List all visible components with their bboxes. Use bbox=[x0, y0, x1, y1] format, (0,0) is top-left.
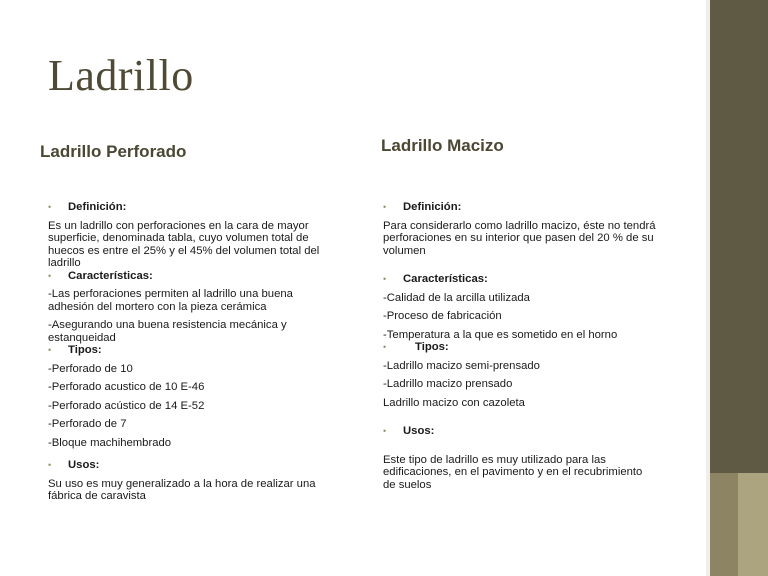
definicion-line: superficie, denominada tabla, cuyo volumen total de bbox=[48, 232, 309, 244]
right-column-heading: Ladrillo Macizo bbox=[381, 136, 504, 155]
caracteristicas-label: Características: bbox=[403, 273, 488, 285]
caracteristicas-item: -Calidad de la arcilla utilizada bbox=[383, 291, 530, 304]
tipos-label: Tipos: bbox=[68, 344, 102, 356]
bullet-icon: • bbox=[48, 345, 52, 355]
bullet-icon: • bbox=[383, 202, 387, 212]
caracteristicas-line: -Las perforaciones permiten al ladrillo una buena bbox=[48, 288, 293, 300]
definicion-label: Definición: bbox=[403, 201, 462, 213]
bullet-icon: • bbox=[48, 270, 52, 281]
bullet-icon: • bbox=[48, 202, 52, 212]
definicion-line: volumen bbox=[383, 244, 426, 257]
caracteristicas-label: Características: bbox=[68, 269, 153, 282]
usos-line: de suelos bbox=[383, 478, 432, 491]
usos-label: Usos: bbox=[68, 459, 100, 471]
list-item bbox=[48, 344, 348, 357]
list-item bbox=[48, 201, 348, 214]
list-item bbox=[48, 459, 348, 472]
usos-line: Este tipo de ladrillo es muy utilizado para las bbox=[383, 453, 606, 466]
definicion-line: Para considerarlo como ladrillo macizo, éste no tendrá bbox=[383, 219, 656, 232]
decorative-strip-light bbox=[738, 473, 768, 576]
right-column-content bbox=[383, 201, 683, 491]
decorative-edge bbox=[706, 0, 710, 576]
definicion-line: perforaciones en su interior que pasen del 20 % de su bbox=[383, 232, 654, 244]
decorative-strip-mid bbox=[710, 473, 738, 576]
left-column-content bbox=[48, 201, 348, 503]
list-item bbox=[48, 270, 348, 283]
definicion-line: huecos es entre el 25% y el 45% del volumen total del bbox=[48, 244, 320, 257]
tipos-label: Tipos: bbox=[415, 341, 449, 353]
list-item bbox=[383, 273, 683, 286]
slide-title: Ladrillo bbox=[48, 51, 194, 100]
bullet-icon: • bbox=[383, 426, 387, 436]
caracteristicas-line: estanqueidad bbox=[48, 331, 116, 344]
tipos-item: -Bloque machihembrado bbox=[48, 436, 172, 449]
usos-line: fábrica de caravista bbox=[48, 490, 146, 502]
bullet-icon: • bbox=[383, 274, 387, 284]
definicion-line: ladrillo bbox=[48, 257, 81, 269]
bullet-icon: • bbox=[48, 460, 52, 470]
tipos-item: -Perforado acustico de 10 E-46 bbox=[48, 381, 205, 393]
list-item bbox=[383, 341, 683, 354]
list-item bbox=[383, 425, 683, 438]
definicion-label: Definición: bbox=[68, 201, 127, 213]
usos-line: edificaciones, en el pavimento y en el recubrimiento bbox=[383, 466, 643, 478]
tipos-item: -Ladrillo macizo semi-prensado bbox=[383, 359, 540, 372]
tipos-item: -Perforado acústico de 14 E-52 bbox=[48, 399, 205, 412]
caracteristicas-item: -Temperatura a la que es sometido en el horno bbox=[383, 328, 618, 341]
tipos-item: -Ladrillo macizo prensado bbox=[383, 378, 513, 390]
tipos-item: Ladrillo macizo con cazoleta bbox=[383, 396, 525, 409]
left-column-heading: Ladrillo Perforado bbox=[40, 142, 187, 161]
usos-label: Usos: bbox=[403, 425, 435, 437]
bullet-icon: • bbox=[383, 342, 387, 352]
caracteristicas-line: -Asegurando una buena resistencia mecánica y bbox=[48, 319, 287, 331]
caracteristicas-item: -Proceso de fabricación bbox=[383, 310, 502, 322]
tipos-item: -Perforado de 10 bbox=[48, 362, 133, 375]
definicion-line: Es un ladrillo con perforaciones en la cara de mayor bbox=[48, 219, 309, 232]
tipos-item: -Perforado de 7 bbox=[48, 418, 127, 430]
caracteristicas-line: adhesión del mortero con la pieza cerámica bbox=[48, 300, 267, 313]
usos-line: Su uso es muy generalizado a la hora de realizar una bbox=[48, 477, 316, 490]
list-item bbox=[383, 201, 683, 214]
